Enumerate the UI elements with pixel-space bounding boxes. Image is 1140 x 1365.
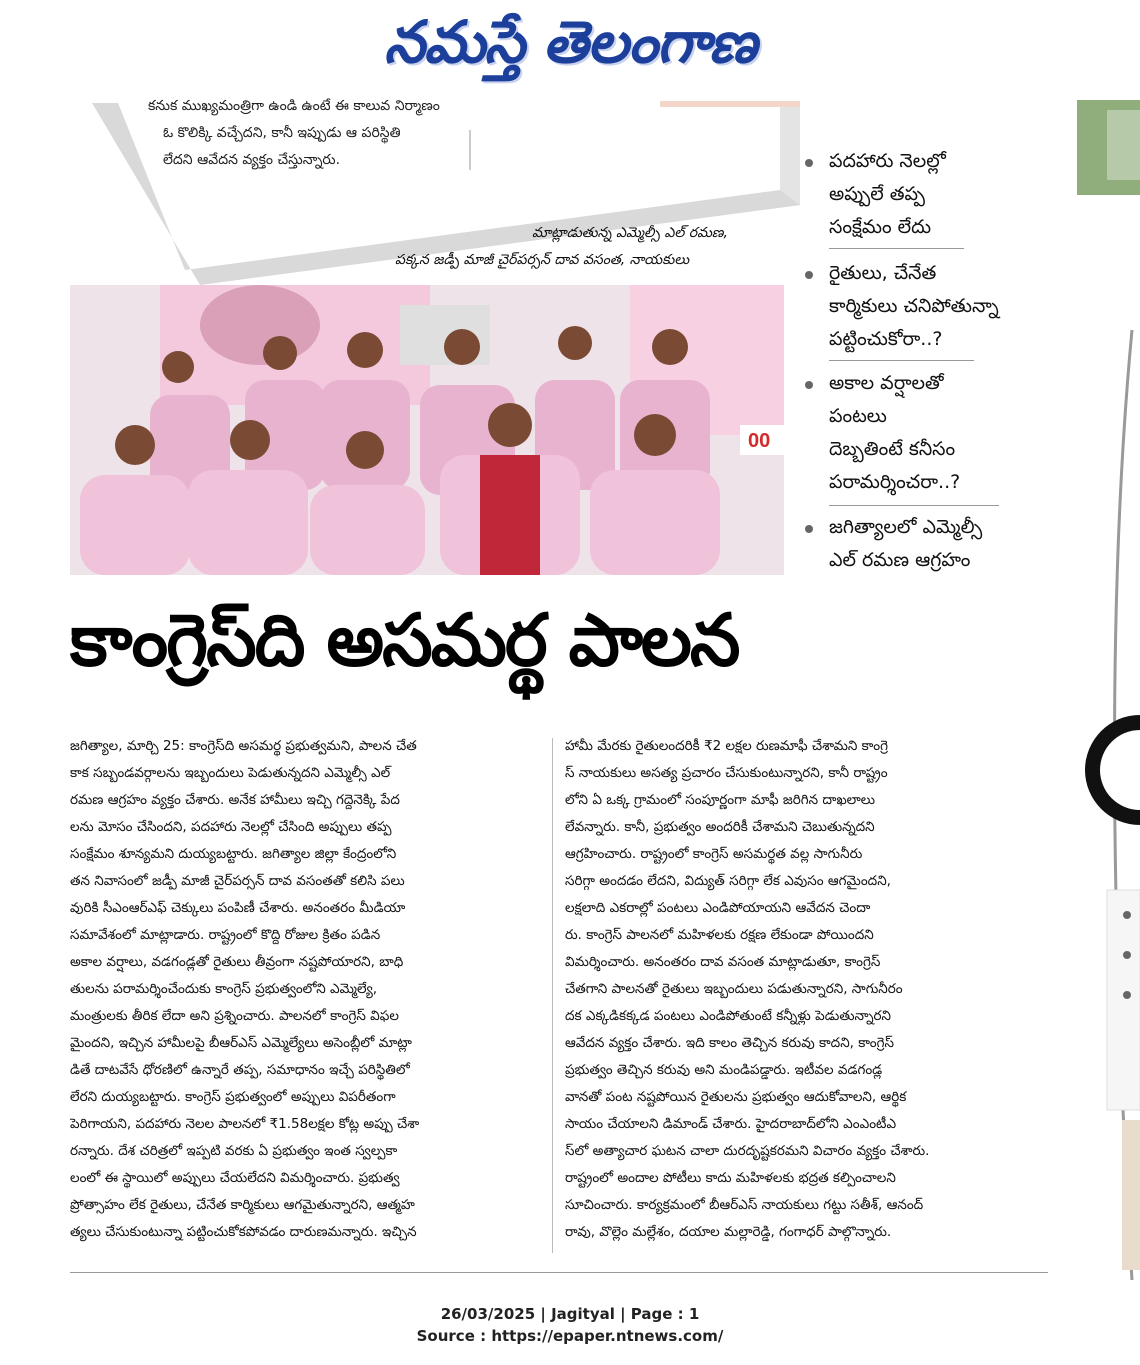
body-line: హామీ మేరకు రైతులందరికీ ₹2 లక్షల రుణమాఫీ చేశామని కాంగ్రె [565, 738, 888, 754]
bullet-dot-icon [805, 381, 813, 389]
bullet-text: సంక్షేమం లేదు [829, 216, 932, 238]
intro-line: లేదని ఆవేదన వ్యక్తం చేస్తున్నారు. [163, 152, 341, 168]
bullet-text: అప్పులే తప్ప [829, 183, 925, 205]
body-line: రు. కాంగ్రెస్ పాలనలో మహిళలకు రక్షణ లేకుండా పోయిందని [565, 927, 874, 943]
body-line: సమావేశంలో మాట్లాడారు. రాష్ట్రంలో కొద్ది రోజుల క్రితం పడిన [70, 927, 381, 943]
body-line: జగిత్యాల, మార్చి 25: కాంగ్రెస్‌ది అసమర్థ ప్రభుత్వమని, పాలన చేత [70, 738, 417, 754]
body-line: అకాల వర్షాలు, వడగండ్లతో రైతులు తీవ్రంగా నష్టపోయారని, బాధి [70, 954, 404, 970]
body-line: పెరిగాయని, పదహారు నెలల పాలనలో ₹1.58లక్షల కోట్ల అప్పు చేశా [70, 1116, 420, 1132]
body-line: లను మోసం చేసిందని, పదహారు నెలల్లో చేసింది అప్పులు తప్ప [70, 819, 392, 835]
bullet-text: దెబ్బతింటే కనీసం [829, 438, 956, 460]
body-line: లక్షలాది ఎకరాల్లో పంటలు ఎండిపోయాయని ఆవేదన చెందా [565, 900, 871, 916]
bullet-dot-icon [805, 159, 813, 167]
body-line: ప్రభుత్వం తెచ్చిన కరువు అని మండిపడ్డారు. ఇటీవల వడగండ్ల [565, 1062, 883, 1078]
body-line: ఆగ్రహించారు. రాష్ట్రంలో కాంగ్రెస్ అసమర్థత వల్ల సాగునీరు [565, 846, 863, 862]
body-line: ప్రోత్సాహం లేక రైతులు, చేనేత కార్మికులు ఆగమైతున్నారని, ఆత్మహ [70, 1197, 415, 1213]
body-line: కాక సబ్బండవర్గాలను ఇబ్బందులు పెడుతున్నదని ఎమ్మెల్సీ ఎల్ [70, 765, 391, 781]
bullet-dot-icon [805, 525, 813, 533]
body-line: ఆవేదన వ్యక్తం చేశారు. ఇది కాలం తెచ్చిన కరువు కాదని, కాంగ్రెస్ [565, 1035, 895, 1051]
body-line: చేతగాని పాలనతో రైతులు ఇబ్బందులు పడుతున్నారని, సాగునీరం [565, 981, 903, 997]
body-line: లంలో ఈ స్థాయిలో అప్పులు చేయలేదని విమర్శించారు. ప్రభుత్వ [70, 1170, 400, 1186]
bullet-text: పదహారు నెలల్లో [829, 150, 946, 172]
footer-date-line: 26/03/2025 | Jagityal | Page : 1 [440, 1305, 700, 1323]
body-line: దక ఎక్కడికక్కడ పంటలు ఎండిపోతుంటే కన్నీళ్లు పెడుతున్నారని [565, 1008, 891, 1024]
body-line: సంక్షేమం శూన్యమని దుయ్యబట్టారు. జగిత్యాల జిల్లా కేంద్రంలోని [70, 846, 397, 862]
bullet-text: ఎల్ రమణ ఆగ్రహం [829, 549, 971, 571]
highlight-bullet [805, 372, 1045, 512]
bullet-text: పరామర్శించరా..? [829, 471, 961, 493]
body-line: సూచించారు. కార్యక్రమంలో బీఆర్‌ఎస్ నాయకులు గట్టు సతీశ్, ఆనంద్ [565, 1197, 924, 1213]
bullet-divider [829, 505, 999, 506]
body-line: తులను పరామర్శించేందుకు కాంగ్రెస్ ప్రభుత్వంలోని ఎమ్మెల్యే, [70, 981, 378, 997]
body-line: త్యలు చేసుకుంటున్నా పట్టించుకోకపోవడం దారుణమన్నారు. ఇచ్చిన [70, 1224, 417, 1240]
news-photo [70, 285, 784, 575]
body-line: మైందని, ఇచ్చిన హామీలపై బీఆర్‌ఎస్ ఎమ్మెల్యేలు అసెంబ్లీలో మాట్లా [70, 1035, 412, 1051]
bullet-divider [829, 248, 964, 249]
highlight-bullet [805, 516, 1045, 586]
column-divider [552, 738, 553, 1253]
bullet-text: కార్మికులు చనిపోతున్నా [829, 295, 999, 317]
bullet-text: పట్టించుకోరా..? [829, 328, 943, 350]
intro-line: కనుక ముఖ్యమంత్రిగా ఉండి ఉంటే ఈ కాలువ నిర్మాణం [148, 98, 440, 114]
body-line: వానతో పంట నష్టపోయిన రైతులను ప్రభుత్వం ఆదుకోవాలని, ఆర్థిక [565, 1089, 907, 1105]
bottom-divider [70, 1272, 1048, 1273]
masthead [0, 0, 1140, 100]
bullet-text: అకాల వర్షాలతో [829, 372, 944, 394]
headline: కాంగ్రెస్‌ది అసమర్థ పాలన [70, 598, 739, 682]
footer-source-line: Source : https://epaper.ntnews.com/ [416, 1327, 724, 1345]
body-line: విమర్శించారు. అనంతరం దావ వసంత మాట్లాడుతూ, కాంగ్రెస్ [565, 954, 881, 970]
body-line: లోని ఏ ఒక్క గ్రామంలో సంపూర్ణంగా మాఫీ జరిగిన దాఖలాలు [565, 792, 876, 808]
adjacent-page-strip [1077, 100, 1140, 1300]
photo-caption: మాట్లాడుతున్న ఎమ్మెల్సీ ఎల్ రమణ, [532, 225, 728, 241]
body-line: డితే దాటవేసే ధోరణిలో ఉన్నారే తప్ప, సమాధానం ఇచ్చే పరిస్థితిలో [70, 1062, 410, 1078]
body-line: లేరని దుయ్యబట్టారు. కాంగ్రెస్ ప్రభుత్వంలో అప్పులు విపరీతంగా [70, 1089, 396, 1105]
bullet-divider [829, 360, 974, 361]
body-line: మంత్రులకు తీరిక లేదా అని ప్రశ్నించారు. పాలనలో కాంగ్రెస్ విఫల [70, 1008, 399, 1024]
body-line: సాయం చేయాలని డిమాండ్ చేశారు. హైదరాబాద్‌లోని ఎంఎంటీఎ [565, 1116, 897, 1132]
intro-line: ఓ కొలిక్కి వచ్చేదని, కానీ ఇప్పుడు ఆ పరిస్థితి [163, 125, 401, 141]
newspaper-title: నమస్తే తెలంగాణ [384, 8, 756, 76]
body-line: తన నివాసంలో జడ్పీ మాజీ చైర్‌పర్సన్ దావ వసంతతో కలిసి పలు [70, 873, 405, 889]
photo-caption: పక్కన జడ్పీ మాజీ చైర్‌పర్సన్ దావ వసంత, నాయకులు [395, 252, 690, 268]
body-line: రావు, వొల్లెం మల్లేశం, దయాల మల్లారెడ్డి, గంగాధర్ పాల్గొన్నారు. [565, 1224, 892, 1240]
body-line: రమణ ఆగ్రహం వ్యక్తం చేశారు. అనేక హామీలు ఇచ్చి గద్దెనెక్కి పేద [70, 792, 400, 808]
body-line: రన్నారు. దేశ చరిత్రలో ఇప్పటి వరకు ఏ ప్రభుత్వం ఇంత స్వల్పకా [70, 1143, 398, 1159]
body-line: స్ నాయకులు అసత్య ప్రచారం చేసుకుంటున్నారని, కానీ రాష్ట్రం [565, 765, 888, 781]
highlight-bullet [805, 150, 1045, 255]
bullet-dot-icon [805, 271, 813, 279]
highlight-bullet [805, 262, 1045, 367]
body-line: రాష్ట్రంలో అందాల పోటీలు కాదు మహిళలకు భద్రత కల్పించాలని [565, 1170, 896, 1186]
body-line: స్‌లో అత్యాచార ఘటన చాలా దురదృష్టకరమని విచారం వ్యక్తం చేశారు. [565, 1143, 930, 1159]
svg-text:00: 00 [748, 430, 771, 452]
body-line: లేవన్నారు. కానీ, ప్రభుత్వం అందరికీ చేశామని చెబుతున్నదని [565, 819, 875, 835]
bullet-text: రైతులు, చేనేత [829, 262, 937, 284]
bullet-text: పంటలు [829, 405, 887, 427]
body-line: సరిగ్గా అందడం లేదని, విద్యుత్ సరిగ్గా లేక ఎవుసం ఆగమైందని, [565, 873, 891, 889]
bullet-text: జగిత్యాలలో ఎమ్మెల్సీ [829, 516, 983, 538]
body-line: వురికి సీఎంఆర్‌ఎఫ్ చెక్కులు పంపిణీ చేశారు. అనంతరం మీడియా [70, 900, 406, 916]
